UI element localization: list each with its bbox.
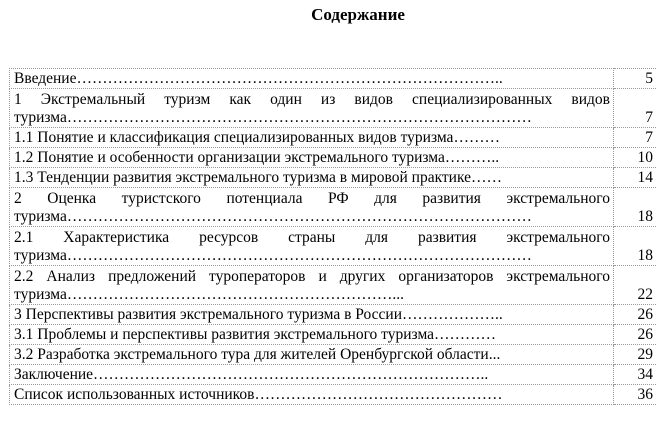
- toc-entry-text: 1.1 Понятие и классификация специализированных видов туризма………: [10, 128, 614, 148]
- toc-row: [10, 266, 656, 305]
- toc-entry-text: 2.1 Характеристика ресурсов страны для развития экстремального туризма………………………………………………………………………………: [10, 227, 614, 266]
- toc-row: [10, 128, 656, 148]
- toc-row: [10, 305, 656, 325]
- toc-page-number: 5: [614, 69, 656, 89]
- toc-page-number: 22: [614, 266, 656, 305]
- toc-page-number: 10: [614, 148, 656, 168]
- toc-page-number: 7: [614, 128, 656, 148]
- toc-page-number: 14: [614, 168, 656, 188]
- toc-entry-text: 3.1 Проблемы и перспективы развития экстремального туризма…………: [10, 325, 614, 345]
- toc-page-number: 34: [614, 365, 656, 385]
- toc-row: [10, 325, 656, 345]
- toc-entry-text: 3.2 Разработка экстремального тура для жителей Оренбургской области...: [10, 345, 614, 365]
- toc-entry-text: 1.2 Понятие и особенности организации экстремального туризма………..: [10, 148, 614, 168]
- toc-entry-text: Введение………………………………………………………………………..: [10, 69, 614, 89]
- toc-row: [10, 227, 656, 266]
- toc-row: [10, 365, 656, 385]
- toc-row: [10, 69, 656, 89]
- toc-entry-text: Список использованных источников…………………………………………: [10, 385, 614, 405]
- toc-entry-text: 1 Экстремальный туризм как один из видов специализированных видов туризма………………………………………………………………………………: [10, 89, 614, 128]
- toc-row: [10, 385, 656, 405]
- toc-row: [10, 188, 656, 227]
- toc-entry-text: 3 Перспективы развития экстремального туризма в России………………..: [10, 305, 614, 325]
- toc-entry-text: 2 Оценка туристского потенциала РФ для развития экстремального туризма………………………………………………………………………………: [10, 188, 614, 227]
- toc-entry-text: 1.3 Тенденции развития экстремального туризма в мировой практике……: [10, 168, 614, 188]
- toc-row: [10, 168, 656, 188]
- toc-entry-text: 2.2 Анализ предложений туроператоров и других организаторов экстремального туризма………………………………………………………...: [10, 266, 614, 305]
- toc-page-number: 7: [614, 89, 656, 128]
- toc-page-number: 26: [614, 325, 656, 345]
- toc-page-number: 18: [614, 188, 656, 227]
- toc-page-number: 29: [614, 345, 656, 365]
- toc-page-number: 36: [614, 385, 656, 405]
- page-title: Содержание: [311, 5, 405, 24]
- toc-page-number: 26: [614, 305, 656, 325]
- toc-page-number: 18: [614, 227, 656, 266]
- toc-row: [10, 345, 656, 365]
- toc-entry-text: Заключение…………………………………………………………………..: [10, 365, 614, 385]
- toc-row: [10, 148, 656, 168]
- toc-row: [10, 89, 656, 128]
- table-of-contents: [9, 68, 656, 405]
